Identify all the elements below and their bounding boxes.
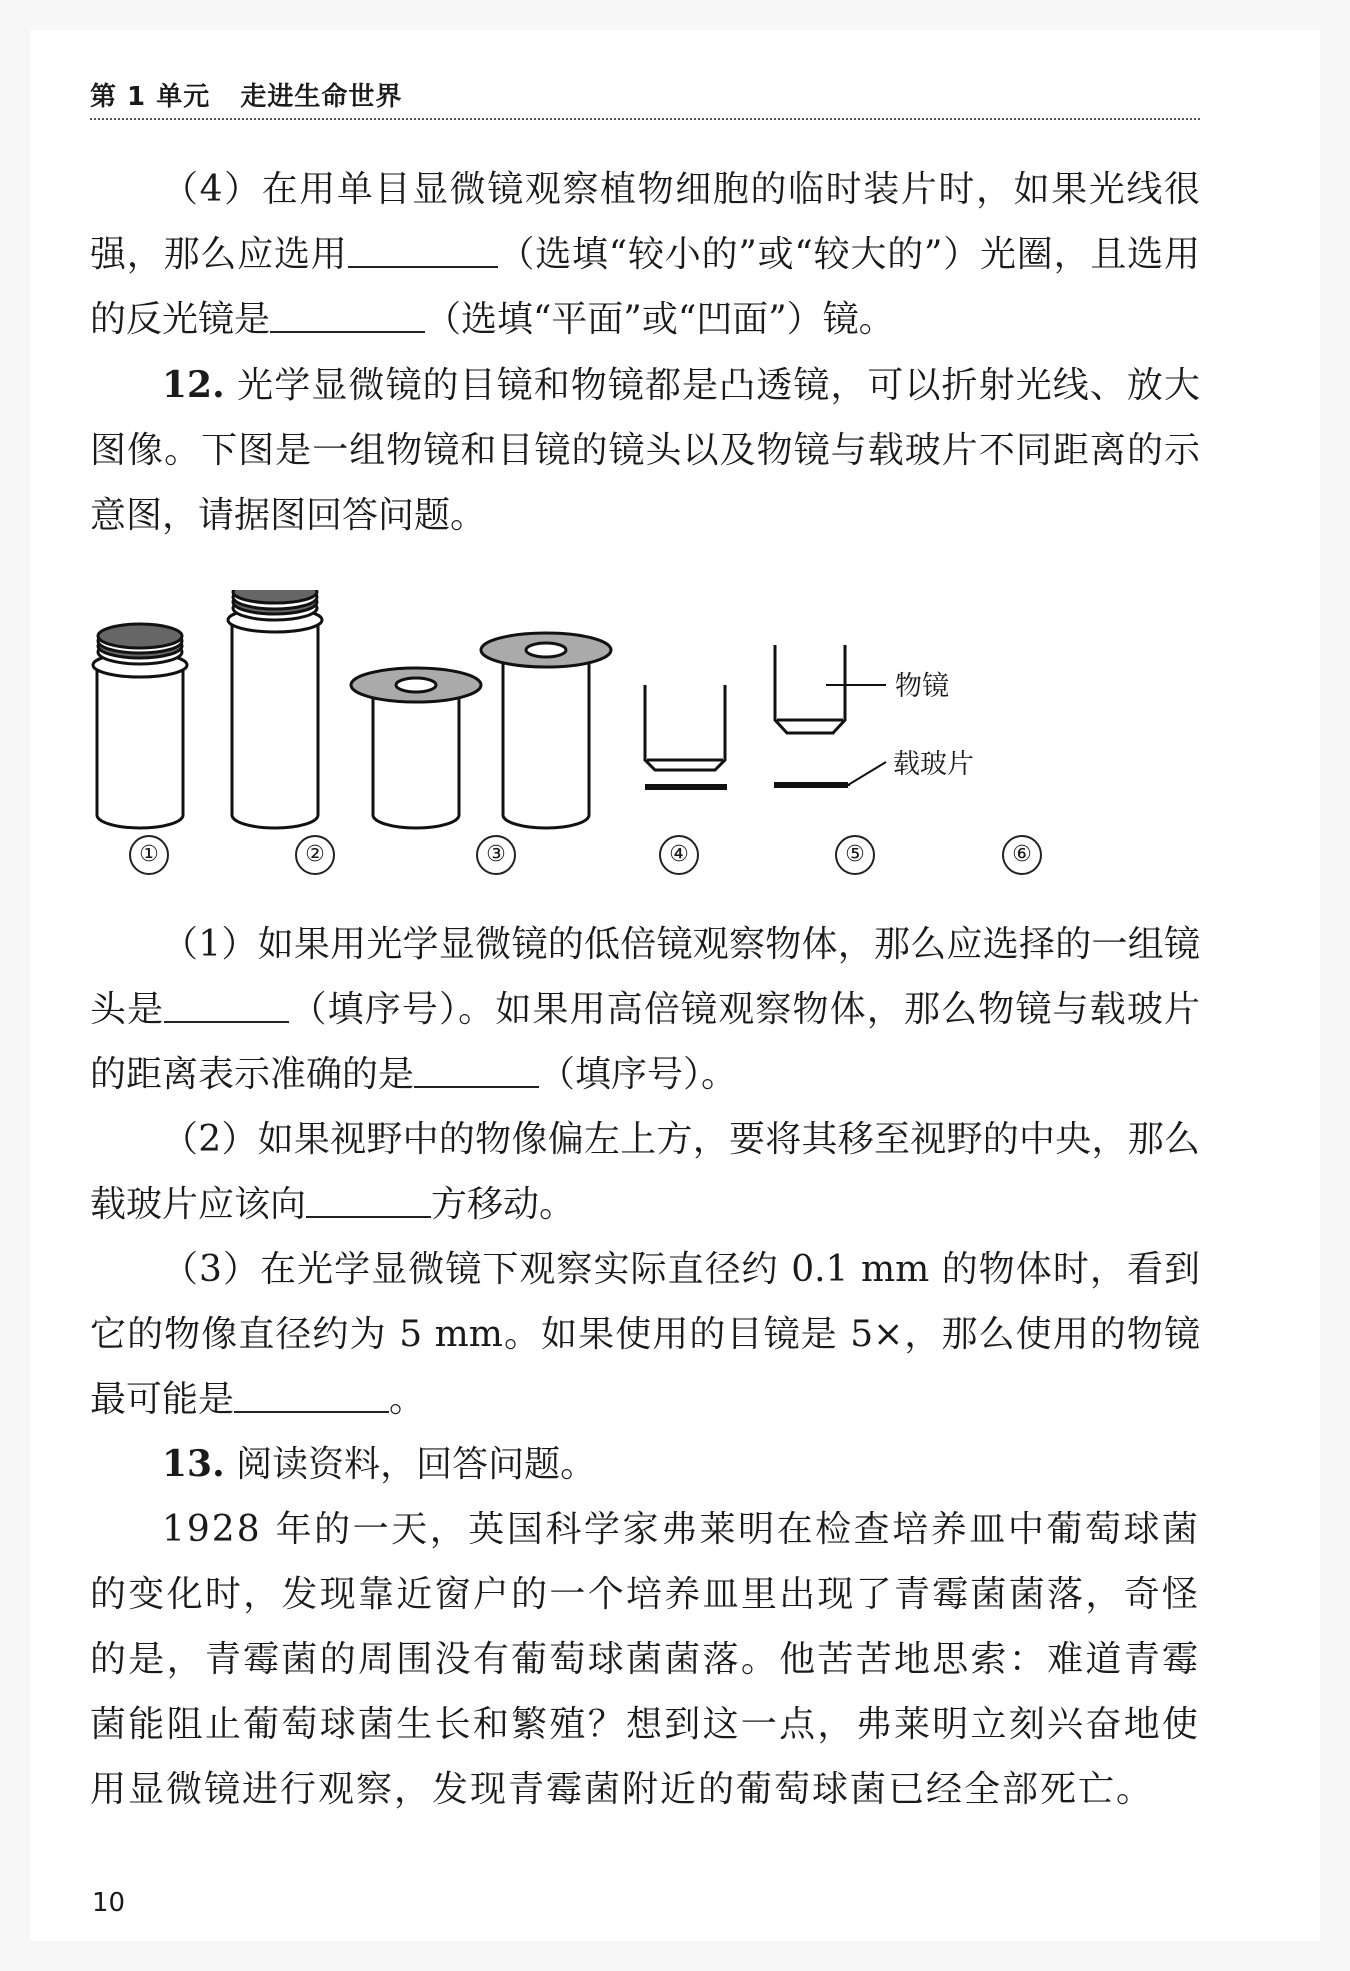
objective-slide-6-far: [774, 645, 886, 785]
label-objective: 物镜: [895, 671, 949, 702]
q13-passage: 1928 年的一天，英国科学家弗莱明在检查培养皿中葡萄球菌的变化时，发现靠近窗户的一个培养皿里出现了青霉菌菌落，奇怪的是，青霉菌的周围没有葡萄球菌菌落。他苦苦地思索：难道青霉菌能阻止葡萄球菌生长和繁殖？想到这一点，弗莱明立刻兴奋地使用显微镜进行观察，发现青霉菌附近的葡萄球菌已经全部死亡。: [90, 1509, 1200, 1810]
lens-3-short-objective: [351, 668, 481, 828]
figure-label-2: ②: [295, 835, 335, 875]
answer-blank-slide-direction[interactable]: [306, 1178, 431, 1218]
lens-2-long-eyepiece: [228, 590, 322, 828]
microscope-lens-figure: [90, 590, 1220, 890]
q11-part4: （4）在用单目显微镜观察植物细胞的临时装片时，如果光线很强，那么应选用 （选填“较小的”或“较大的”）光圈，且选用的反光镜是 （选填“平面”或“凹面”）镜。: [90, 169, 1200, 340]
lens-4-long-objective: [481, 633, 611, 828]
page-number: 10: [92, 1888, 126, 1918]
figure-label-4: ④: [659, 835, 699, 875]
q12-part1: （1）如果用光学显微镜的低倍镜观察物体，那么应选择的一组镜头是 （填序号）。如果用高倍镜观察物体，那么物镜与载玻片的距离表示准确的是 （填序号）。: [90, 924, 1200, 1095]
answer-blank-high-power-distance[interactable]: [414, 1048, 539, 1088]
figure-label-5: ⑤: [835, 835, 875, 875]
figure-label-3: ③: [476, 835, 516, 875]
q12-stem: 12. 光学显微镜的目镜和物镜都是凸透镜，可以折射光线、放大图像。下图是一组物镜和目镜的镜头以及物镜与载玻片不同距离的示意图，请据图回答问题。: [90, 364, 1200, 536]
unit-title: 走进生命世界: [240, 82, 403, 112]
q13-stem: 13. 阅读资料，回答问题。: [162, 1443, 597, 1485]
q12-parts: [90, 912, 1200, 1432]
answer-blank-objective-power[interactable]: [234, 1373, 389, 1413]
q12-part2: （2）如果视野中的物像偏左上方，要将其移至视野的中央，那么载玻片应该向 方移动。: [90, 1119, 1200, 1225]
lens-1-short-eyepiece: [93, 624, 187, 828]
figure-label-6: ⑥: [1002, 835, 1042, 875]
answer-blank-low-power-lenses[interactable]: [164, 983, 289, 1023]
answer-blank-aperture[interactable]: [348, 228, 498, 268]
q13: [90, 1432, 1200, 1822]
figure-label-1: ①: [129, 835, 169, 875]
label-slide: 载玻片: [893, 749, 974, 780]
answer-blank-mirror[interactable]: [270, 293, 425, 333]
q12-part3: （3）在光学显微镜下观察实际直径约 0.1 mm 的物体时，看到它的物像直径约为 5 mm。如果使用的目镜是 5×，那么使用的物镜最可能是 。: [90, 1249, 1200, 1420]
unit-number: 第 1 单元: [90, 82, 211, 112]
question-number-12: 12.: [162, 364, 225, 406]
page-header: [90, 70, 1200, 120]
question-number-13: 13.: [162, 1443, 225, 1485]
objective-slide-5-near: [645, 685, 727, 787]
